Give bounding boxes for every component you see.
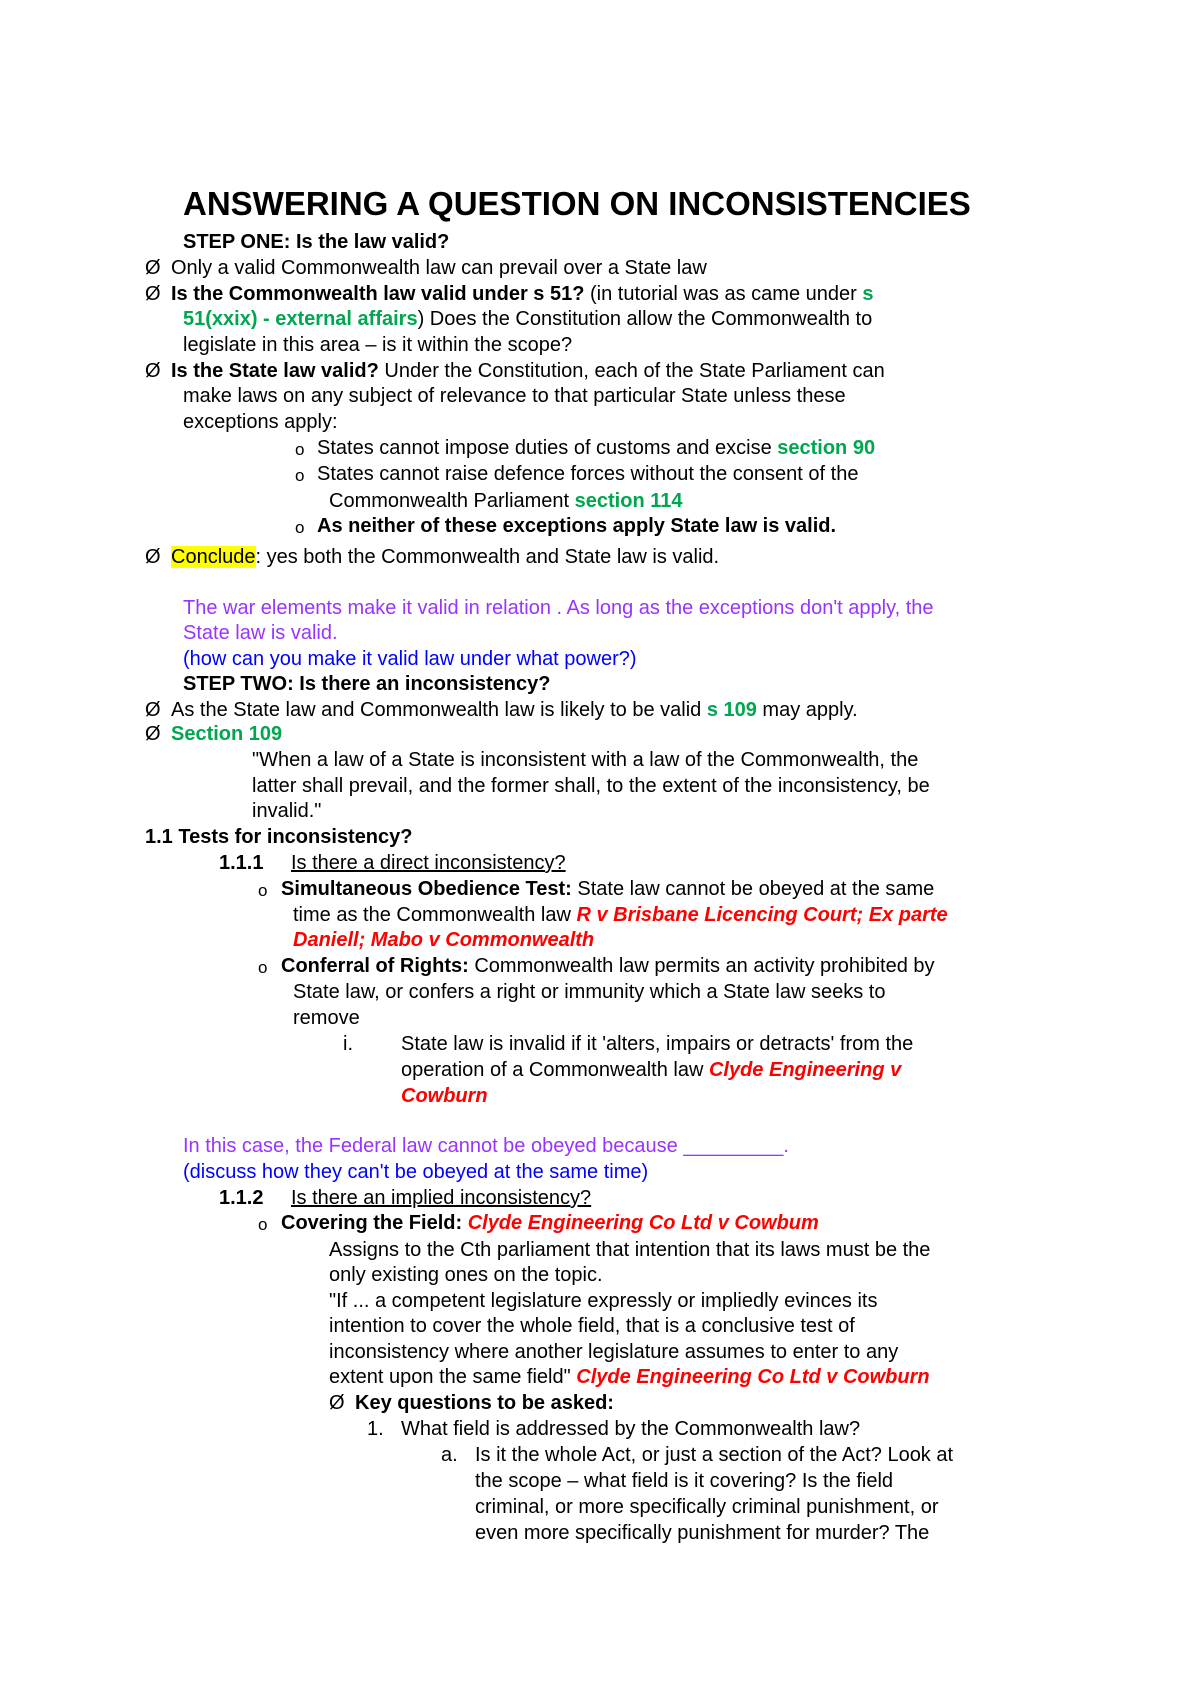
note-1-purple-line-1: The war elements make it valid in relation . As long as the exceptions don't apply, the <box>183 597 934 619</box>
exception-2-text-b: Commonwealth Parliament <box>329 490 575 512</box>
sub-question-a-line-1: Is it the whole Act, or just a section of the Act? Look at <box>475 1444 954 1466</box>
step-one-point-3 <box>171 359 885 383</box>
conferral-sub-i-text-b: operation of a Commonwealth law <box>401 1059 709 1081</box>
section-114-ref: section 114 <box>574 490 683 512</box>
circle-bullet: o <box>258 1215 268 1234</box>
conclude-line <box>171 545 719 569</box>
exception-2-line-2 <box>329 489 683 513</box>
step-one-point-3-line-2: make laws on any subject of relevance to that particular State unless these <box>183 385 846 407</box>
s109-ref: s 109 <box>706 699 757 721</box>
circle-bullet: o <box>295 466 305 485</box>
list-number-1: 1. <box>367 1418 384 1440</box>
s109-quote-line-1: "When a law of a State is inconsistent with a law of the Commonwealth, the <box>252 749 919 771</box>
assign-line-2: only existing ones on the topic. <box>329 1264 603 1286</box>
step-two-heading: STEP TWO: Is there an inconsistency? <box>183 673 551 695</box>
step-two-point-1-text: As the State law and Commonwealth law is likely to be valid <box>171 699 707 721</box>
circle-bullet: o <box>295 518 305 537</box>
point-2-bold: Is the Commonwealth law valid under s 51? <box>171 283 585 305</box>
sub-question-a-line-3: criminal, or more specifically criminal punishment, or <box>475 1496 939 1518</box>
quote-line-1: "If ... a competent legislature expressly or impliedly evinces its <box>329 1290 878 1312</box>
sub-question-a-line-2: the scope – what field is it covering? Is the field <box>475 1470 894 1492</box>
simultaneous-obedience-text-b: time as the Commonwealth law <box>293 904 577 926</box>
tests-heading: 1.1 Tests for inconsistency? <box>145 826 413 848</box>
step-one-point-1: Only a valid Commonwealth law can prevail over a State law <box>171 257 707 279</box>
point-3-bold: Is the State law valid? <box>171 360 379 382</box>
step-one-heading: STEP ONE: Is the law valid? <box>183 231 450 253</box>
step-one-point-2-line-3: legislate in this area – is it within the scope? <box>183 334 573 356</box>
section-90-ref: section 90 <box>777 437 876 459</box>
note-1-blue-line: (how can you make it valid law under what power?) <box>183 648 637 670</box>
case-citation: Clyde Engineering v <box>708 1059 902 1081</box>
quote-line-4-text: extent upon the same field" <box>329 1366 577 1388</box>
conferral-of-rights-label: Conferral of Rights: <box>281 955 469 977</box>
conferral-of-rights-line-2: State law, or confers a right or immunity which a State law seeks to <box>293 981 886 1003</box>
arrow-bullet: Ø <box>329 1392 345 1414</box>
section-number-1-1-2: 1.1.2 <box>219 1187 264 1209</box>
direct-inconsistency-heading: Is there a direct inconsistency? <box>291 852 566 874</box>
case-citation: Daniell; Mabo v Commonwealth <box>293 929 595 951</box>
conferral-of-rights-line-1 <box>281 954 935 978</box>
simultaneous-obedience-line-2 <box>293 903 948 927</box>
point-2-section-ref: s <box>862 283 874 305</box>
quote-line-4 <box>329 1365 930 1389</box>
conclude-highlight: Conclude <box>171 546 256 568</box>
arrow-bullet: Ø <box>145 723 161 745</box>
case-citation: R v Brisbane Licencing Court; Ex parte <box>576 904 948 926</box>
covering-the-field-line <box>281 1211 819 1235</box>
roman-numeral-i: i. <box>343 1033 353 1055</box>
step-two-point-1-text-b: may apply. <box>756 699 858 721</box>
step-one-point-2 <box>171 282 873 306</box>
note-1-purple-line-2: State law is valid. <box>183 622 338 644</box>
simultaneous-obedience-label: Simultaneous Obedience Test: <box>281 878 572 900</box>
page-title: ANSWERING A QUESTION ON INCONSISTENCIES <box>183 185 971 222</box>
conferral-sub-i-line-1: State law is invalid if it 'alters, impairs or detracts' from the <box>401 1033 914 1055</box>
exception-1-text: States cannot impose duties of customs and excise <box>317 437 778 459</box>
arrow-bullet: Ø <box>145 546 161 568</box>
exception-2: States cannot raise defence forces without the consent of the <box>317 463 859 485</box>
section-number-1-1-1: 1.1.1 <box>219 852 264 874</box>
s109-quote-line-2: latter shall prevail, and the former shall, to the extent of the inconsistency, be <box>252 775 930 797</box>
simultaneous-obedience-line-1 <box>281 877 934 901</box>
list-letter-a: a. <box>441 1444 458 1466</box>
circle-bullet: o <box>258 881 268 900</box>
step-two-point-1 <box>171 698 858 722</box>
conferral-of-rights-text: Commonwealth law permits an activity prohibited by <box>468 955 935 977</box>
conferral-sub-i-line-2 <box>401 1058 901 1082</box>
arrow-bullet: Ø <box>145 360 161 382</box>
quote-line-2: intention to cover the whole field, that is a conclusive test of <box>329 1315 855 1337</box>
external-affairs-ref: 51(xxix) - external affairs <box>183 308 418 330</box>
arrow-bullet: Ø <box>145 699 161 721</box>
simultaneous-obedience-text: State law cannot be obeyed at the same <box>571 878 935 900</box>
conferral-of-rights-line-3: remove <box>293 1007 360 1029</box>
sub-question-a-line-4: even more specifically punishment for murder? The <box>475 1522 930 1544</box>
covering-the-field-label: Covering the Field: <box>281 1212 468 1234</box>
point-2-text-b: ) Does the Constitution allow the Commonwealth to <box>417 308 873 330</box>
arrow-bullet: Ø <box>145 257 161 279</box>
s109-quote-line-3: invalid." <box>252 800 322 822</box>
note-2-blue-line: (discuss how they can't be obeyed at the same time) <box>183 1161 649 1183</box>
key-questions-heading: Key questions to be asked: <box>355 1392 614 1414</box>
quote-line-3: inconsistency where another legislature assumes to enter to any <box>329 1341 899 1363</box>
case-citation: Clyde Engineering Co Ltd v Cowbum <box>467 1212 819 1234</box>
section-109-label: Section 109 <box>171 723 283 745</box>
implied-inconsistency-heading: Is there an implied inconsistency? <box>291 1187 592 1209</box>
case-citation: Clyde Engineering Co Ltd v Cowburn <box>576 1366 930 1388</box>
step-one-point-3-line-3: exceptions apply: <box>183 411 338 433</box>
point-2-text: (in tutorial was as came under <box>584 283 863 305</box>
arrow-bullet: Ø <box>145 283 161 305</box>
exception-3: As neither of these exceptions apply State law is valid. <box>317 515 837 537</box>
exception-1 <box>317 436 875 460</box>
note-2-purple-line: In this case, the Federal law cannot be obeyed because _________. <box>183 1135 789 1157</box>
case-citation: Cowburn <box>401 1085 488 1107</box>
circle-bullet: o <box>258 958 268 977</box>
key-question-1: What field is addressed by the Commonwealth law? <box>401 1418 861 1440</box>
point-3-text: Under the Constitution, each of the State Parliament can <box>378 360 885 382</box>
assign-line-1: Assigns to the Cth parliament that intention that its laws must be the <box>329 1239 931 1261</box>
circle-bullet: o <box>295 440 305 459</box>
conclude-text: : yes both the Commonwealth and State law is valid. <box>255 546 720 568</box>
step-one-point-2-line-2 <box>183 307 872 331</box>
